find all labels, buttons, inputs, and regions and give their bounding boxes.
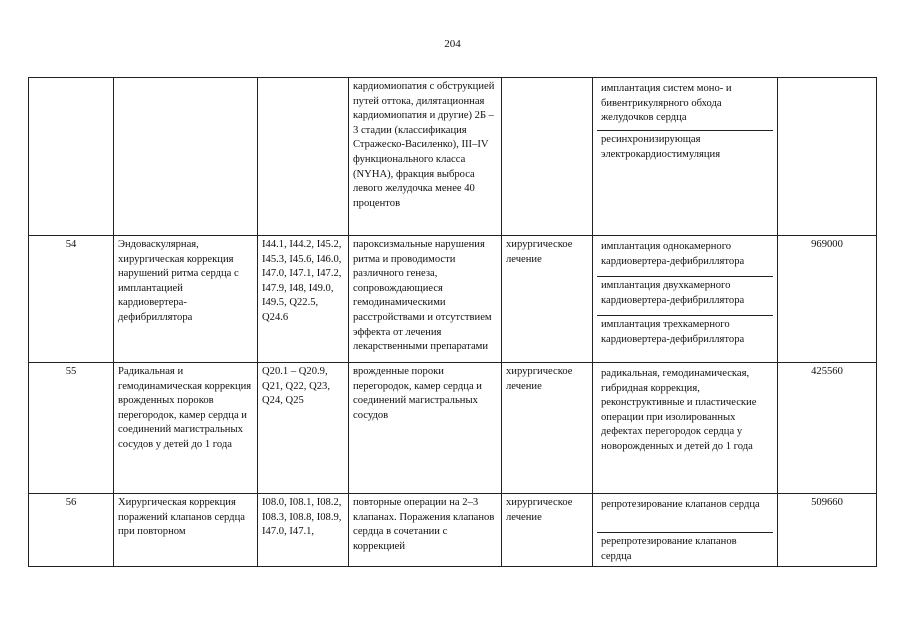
treatment-method: имплантация двухкамерного кардиовертера-дефибриллятора (597, 277, 773, 316)
treatment-method: ресинхронизирующая электрокардиостимуляция (601, 134, 721, 160)
page-number: 204 (444, 38, 461, 50)
treatment-methods (593, 78, 778, 236)
icd-codes: Q20.1 – Q20.9, Q21, Q22, Q23, Q24, Q25 (258, 363, 349, 494)
table-row (29, 363, 877, 494)
care-type: Хирургическая коррекция поражений клапанов сердца при повторном (114, 494, 258, 567)
treatment-type: хирургическое лечение (502, 494, 593, 567)
norm-cost: 509660 (778, 494, 877, 567)
table-row (29, 494, 877, 567)
row-number: 56 (29, 494, 114, 567)
treatment-method: ререпротезирование клапанов сердца (601, 536, 737, 562)
treatment-methods (593, 363, 778, 494)
treatment-methods (593, 236, 778, 363)
treatment-method: имплантация однокамерного кардиовертера-дефибриллятора (597, 238, 773, 277)
patient-model: врожденные пороки перегородок, камер сердца и соединений магистральных сосудов (349, 363, 502, 494)
treatment-method: радикальная, гемодинамическая, гибридная коррекция, реконструктивные и пластические операции при изолированных дефектах перегородок сердца у новорожденных и детей до 1 года (601, 368, 757, 452)
care-type: Радикальная и гемодинамическая коррекция врожденных пороков перегородок, камер сердца и соединений магистральных сосудов у детей до 1 года (114, 363, 258, 494)
row-number (29, 78, 114, 236)
table-row (29, 236, 877, 363)
icd-codes (258, 78, 349, 236)
treatment-methods (593, 494, 778, 567)
row-number: 55 (29, 363, 114, 494)
medical-care-table (28, 77, 877, 567)
patient-model: кардиомиопатия с обструкцией путей оттока, дилятационная кардиомиопатия и другие) 2Б – 3 стадии (классификация Стражеско-Василенко), III–IV функционального класса (NYHA), фракция выброса левого желудочка менее 40 процентов (349, 78, 502, 236)
treatment-type: хирургическое лечение (502, 363, 593, 494)
patient-model: повторные операции на 2–3 клапанах. Поражения клапанов сердца в сочетании с коррекцией (349, 494, 502, 567)
treatment-type: хирургическое лечение (502, 236, 593, 363)
row-number: 54 (29, 236, 114, 363)
icd-codes: I44.1, I44.2, I45.2, I45.3, I45.6, I46.0, I47.0, I47.1, I47.2, I47.9, I48, I49.0, I49.5, Q22.5, Q24.6 (258, 236, 349, 363)
norm-cost: 425560 (778, 363, 877, 494)
norm-cost (778, 78, 877, 236)
treatment-type (502, 78, 593, 236)
treatment-method: репротезирование клапанов сердца (597, 496, 773, 533)
care-type (114, 78, 258, 236)
treatment-method: имплантация трехкамерного кардиовертера-дефибриллятора (601, 319, 745, 345)
norm-cost: 969000 (778, 236, 877, 363)
care-type: Эндоваскулярная, хирургическая коррекция нарушений ритма сердца с имплантацией кардиовертера-дефибриллятора (114, 236, 258, 363)
icd-codes: I08.0, I08.1, I08.2, I08.3, I08.8, I08.9, I47.0, I47.1, (258, 494, 349, 567)
patient-model: пароксизмальные нарушения ритма и проводимости различного генеза, сопровождающиеся гемодинамическими расстройствами и отсутствием эффекта от лечения лекарственными препаратами (349, 236, 502, 363)
table-row (29, 78, 877, 236)
treatment-method: имплантация систем моно- и бивентрикулярного обхода желудочков сердца (597, 80, 773, 131)
